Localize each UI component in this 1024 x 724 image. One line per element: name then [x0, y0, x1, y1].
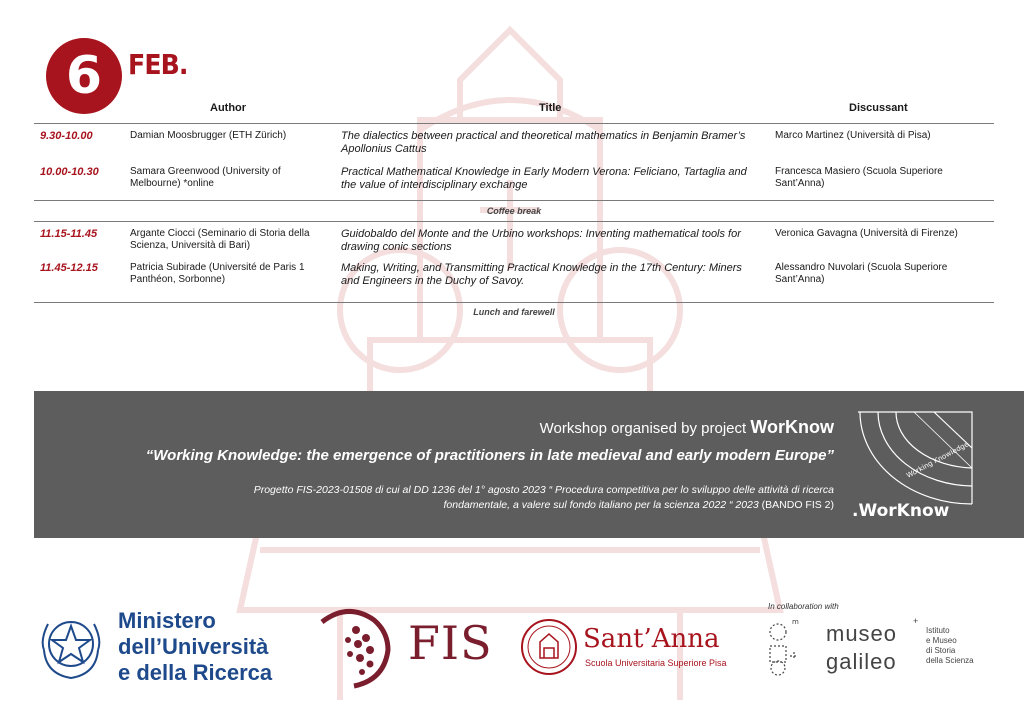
session-discussant: Francesca Masiero (Scuola Superiore Sant’Anna): [775, 166, 943, 189]
museo-galileo-logo-text: [826, 620, 897, 676]
collaboration-label: In collaboration with: [768, 602, 839, 611]
session-discussant: Marco Martinez (Università di Pisa): [775, 130, 931, 141]
mur-line-2: dell’Università: [118, 634, 269, 659]
session-time: 11.15-11.45: [40, 228, 98, 240]
partner-logos: [0, 590, 1024, 700]
museo-line-1: museo: [826, 621, 898, 646]
mur-line-3: e della Ricerca: [118, 660, 273, 685]
session-title: Making, Writing, and Transmitting Practical Knowledge in the 17th Century: Miners and Engineers in the Duchy of Savoy.: [341, 262, 742, 287]
session-author: Patricia Subirade (Université de Paris 1 Panthéon, Sorbonne): [130, 262, 305, 285]
session-discussant: Alessandro Nuvolari (Scuola Superiore Sant’Anna): [775, 262, 948, 285]
santanna-logo-text: Sant’Anna: [583, 624, 720, 654]
session-title: Guidobaldo del Monte and the Urbino workshops: Inventing mathematical tools for drawing conic sections: [341, 228, 741, 253]
project-banner: [34, 391, 1024, 538]
museo-plus: +: [913, 616, 919, 626]
funding-tail: (BANDO FIS 2): [758, 499, 834, 511]
fis-logo-text: FIS: [408, 616, 493, 670]
table-row: [34, 166, 994, 200]
session-time: 11.45-12.15: [40, 262, 98, 274]
organised-prefix: Workshop organised by project: [539, 420, 751, 437]
italian-republic-emblem-icon: [36, 610, 106, 682]
header-title: Title: [539, 102, 562, 114]
project-name: WorKnow: [750, 417, 834, 437]
date-month: FEB.: [128, 48, 188, 81]
program-table: [34, 96, 994, 317]
museo-galileo-mark-icon: [764, 616, 810, 678]
lunch-row: Lunch and farewell: [34, 302, 994, 317]
session-title: The dialectics between practical and theoretical mathematics in Benjamin Bramer’s Apollonius Cattus: [341, 130, 746, 155]
organised-by: [540, 417, 834, 438]
table-header: [34, 96, 994, 124]
session-time: 9.30-10.00: [40, 130, 93, 142]
project-quote: “Working Knowledge: the emergence of practitioners in late medieval and early modern Europe”: [145, 447, 834, 464]
date-day-badge: 6: [46, 38, 122, 114]
header-discussant: Discussant: [849, 102, 908, 114]
coffee-break-row: Coffee break: [34, 200, 994, 222]
session-title: Practical Mathematical Knowledge in Early Modern Verona: Feliciano, Tartaglia and the value of interdisciplinary exchange: [341, 166, 747, 191]
session-discussant: Veronica Gavagna (Università di Firenze): [775, 228, 958, 239]
museo-inst-line-2: e Museo: [926, 636, 957, 645]
museo-inst-line-4: della Scienza: [926, 656, 974, 665]
museo-inst-line-3: di Storia: [926, 646, 956, 655]
worknow-arc-text: Working Knowledge: [905, 440, 971, 480]
funding-text: Progetto FIS-2023-01508 di cui al DD 1236 del 1° agosto 2023 “ Procedura competitiva per lo sviluppo delle attività di ricerca fondamentale, a valere sul fondo italiano per la scienza 2022 “ 2023: [253, 484, 834, 511]
table-row: [34, 228, 994, 262]
worknow-logo-text: .WorKnow: [852, 501, 950, 521]
mur-logo-text: [118, 608, 272, 686]
museo-line-2: galileo: [826, 649, 897, 674]
museo-mark-letter: m: [792, 618, 799, 626]
fis-dots-mark-icon: [318, 600, 414, 690]
session-author: Damian Moosbrugger (ETH Zürich): [130, 130, 287, 141]
table-row: [34, 262, 994, 302]
session-author: Samara Greenwood (University of Melbourne) *online: [130, 166, 281, 189]
header-author: Author: [210, 102, 247, 114]
museo-inst-line-1: Istituto: [926, 626, 950, 635]
session-author: Argante Ciocci (Seminario di Storia della Scienza, Università di Bari): [130, 228, 310, 251]
santanna-subtitle: Scuola Universitaria Superiore Pisa: [585, 658, 727, 668]
session-time: 10.00-10.30: [40, 166, 99, 178]
museo-institute-text: [926, 626, 974, 666]
santanna-seal-icon: [520, 618, 578, 676]
table-row: [34, 130, 994, 166]
funding-note: [214, 483, 834, 513]
mur-line-1: Ministero: [118, 608, 216, 633]
